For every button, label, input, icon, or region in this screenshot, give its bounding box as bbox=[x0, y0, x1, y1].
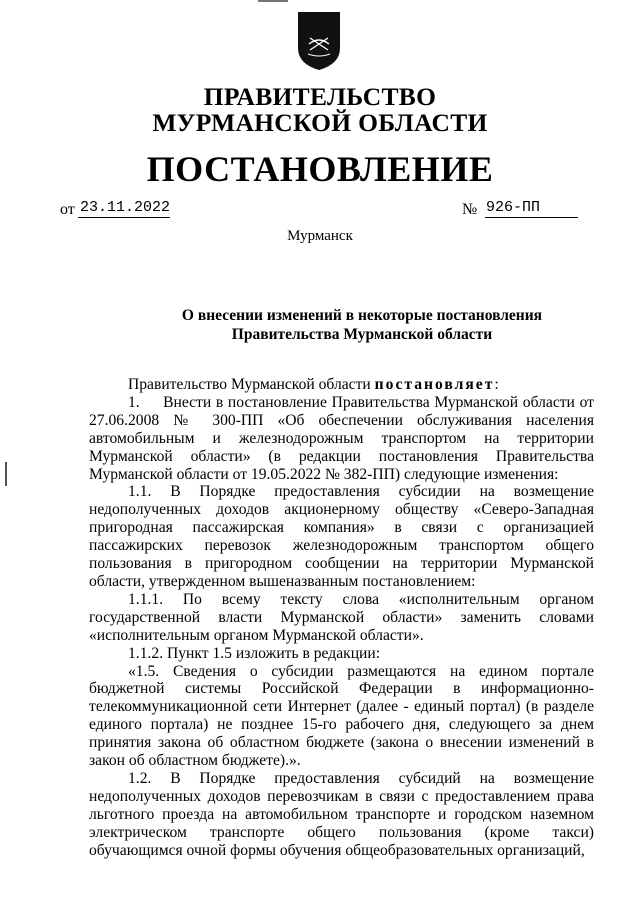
intro-paragraph bbox=[89, 376, 594, 394]
document-type: ПОСТАНОВЛЕНИЕ bbox=[146, 149, 494, 189]
subject-line1: О внесении изменений в некоторые постановления bbox=[181, 307, 543, 324]
intro-decree-word: постановляет bbox=[374, 376, 495, 393]
city: Мурманск bbox=[287, 228, 353, 244]
document-meta bbox=[0, 198, 640, 222]
number-label: № bbox=[462, 201, 478, 218]
scan-mark bbox=[258, 0, 288, 2]
document-body bbox=[89, 376, 594, 859]
date-value: 23.11.2022 bbox=[80, 199, 171, 216]
date-label: от bbox=[60, 201, 75, 218]
government-title bbox=[0, 84, 640, 136]
coat-of-arms-icon bbox=[296, 10, 342, 72]
subject-line2: Правительства Мурманской области bbox=[231, 326, 493, 343]
paragraph-quote-1-5: «1.5. Сведения о субсидии размещаются на едином портале бюджетной системы Российской Федерации в информационно-телекоммуникационной сети Интернет (далее - единый портал) (в разделе единого портала) не позднее 15-го рабочего дня, следующего за днем принятия закона об областном бюджете (закона о внесении изменений в закон об областном бюджете).». bbox=[89, 662, 594, 770]
government-title-line2: МУРМАНСКОЙ ОБЛАСТИ bbox=[152, 108, 488, 137]
paragraph-1-2: 1.2. В Порядке предоставления субсидий на возмещение недополученных доходов перевозчикам в связи с предоставлением права льготного проезда на автомобильном транспорте и городском наземном электрическом транспорте общего пользования (кроме такси) обучающимся очной формы обучения общеобразовательных организаций, bbox=[89, 769, 594, 859]
date-underline bbox=[78, 217, 170, 218]
number-underline bbox=[485, 217, 578, 218]
paragraph-1-1: 1.1. В Порядке предоставления субсидии на возмещение недополученных доходов акционерному обществу «Северо-Западная пригородная пассажирская компания» в связи с организацией пассажирских перевозок железнодорожным транспортом общего пользования в пригородном сообщении на территории Мурманской области, утвержденном вышеназванным постановлением: bbox=[89, 483, 594, 590]
scan-margin-mark bbox=[5, 462, 7, 486]
intro-suffix: : bbox=[494, 376, 499, 393]
paragraph-1-1-2: 1.1.2. Пункт 1.5 изложить в редакции: bbox=[128, 644, 381, 662]
paragraph-1-1-1: 1.1.1. По всему тексту слова «исполнительным органом государственной власти Мурманской области» заменить словами «исполнительным органом Мурманской области». bbox=[89, 590, 594, 644]
paragraph-1: 1. Внести в постановление Правительства Мурманской области от 27.06.2008 № 300-ПП «Об обеспечении обслуживания населения автомобильным и железнодорожным транспортом на территории Мурманской области» (в редакции постановления Правительства Мурманской области от 19.05.2022 № 382-ПП) следующие изменения: bbox=[89, 393, 594, 483]
intro-prefix: Правительство Мурманской области bbox=[128, 376, 371, 393]
government-title-line1: ПРАВИТЕЛЬСТВО bbox=[203, 82, 437, 111]
number-value: 926-ПП bbox=[486, 199, 541, 216]
document-subject bbox=[0, 306, 640, 344]
